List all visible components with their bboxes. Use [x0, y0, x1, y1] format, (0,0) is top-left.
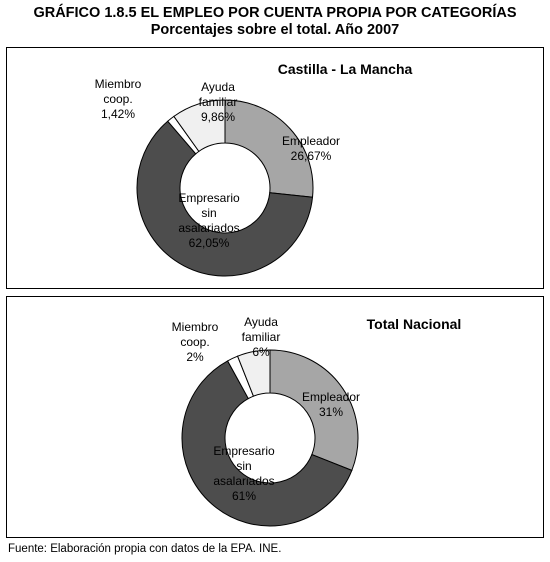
chart-title: GRÁFICO 1.8.5 EL EMPLEO POR CUENTA PROPIA POR CATEGORÍAS	[33, 5, 517, 21]
label-empresario: Empresario sin asalariados 61%	[213, 444, 275, 503]
label-miembro: Miembro coop. 2%	[171, 320, 219, 364]
label-empresario: Empresario sin asalariados 62,05%	[178, 191, 240, 250]
source-note: Fuente: Elaboración propia con datos de la EPA. INE.	[8, 543, 282, 555]
label-empleador: Empleador 31%	[301, 390, 361, 419]
donut-chart-castilla-la-mancha	[7, 48, 543, 288]
chart-panel-title: Castilla - La Mancha	[277, 61, 413, 77]
panel-total-nacional	[6, 296, 544, 538]
label-empleador: Empleador 26,67%	[281, 134, 341, 163]
chart-panel-title: Total Nacional	[366, 316, 462, 332]
panel-castilla-la-mancha	[6, 47, 544, 289]
label-ayuda: Ayuda familiar 9,86%	[198, 80, 238, 124]
label-ayuda: Ayuda familiar 6%	[241, 315, 281, 359]
chart-subtitle: Porcentajes sobre el total. Año 2007	[150, 22, 400, 38]
slice-empleador	[270, 350, 361, 470]
label-miembro: Miembro coop. 1,42%	[94, 77, 142, 121]
donut-chart-total-nacional	[7, 297, 543, 537]
